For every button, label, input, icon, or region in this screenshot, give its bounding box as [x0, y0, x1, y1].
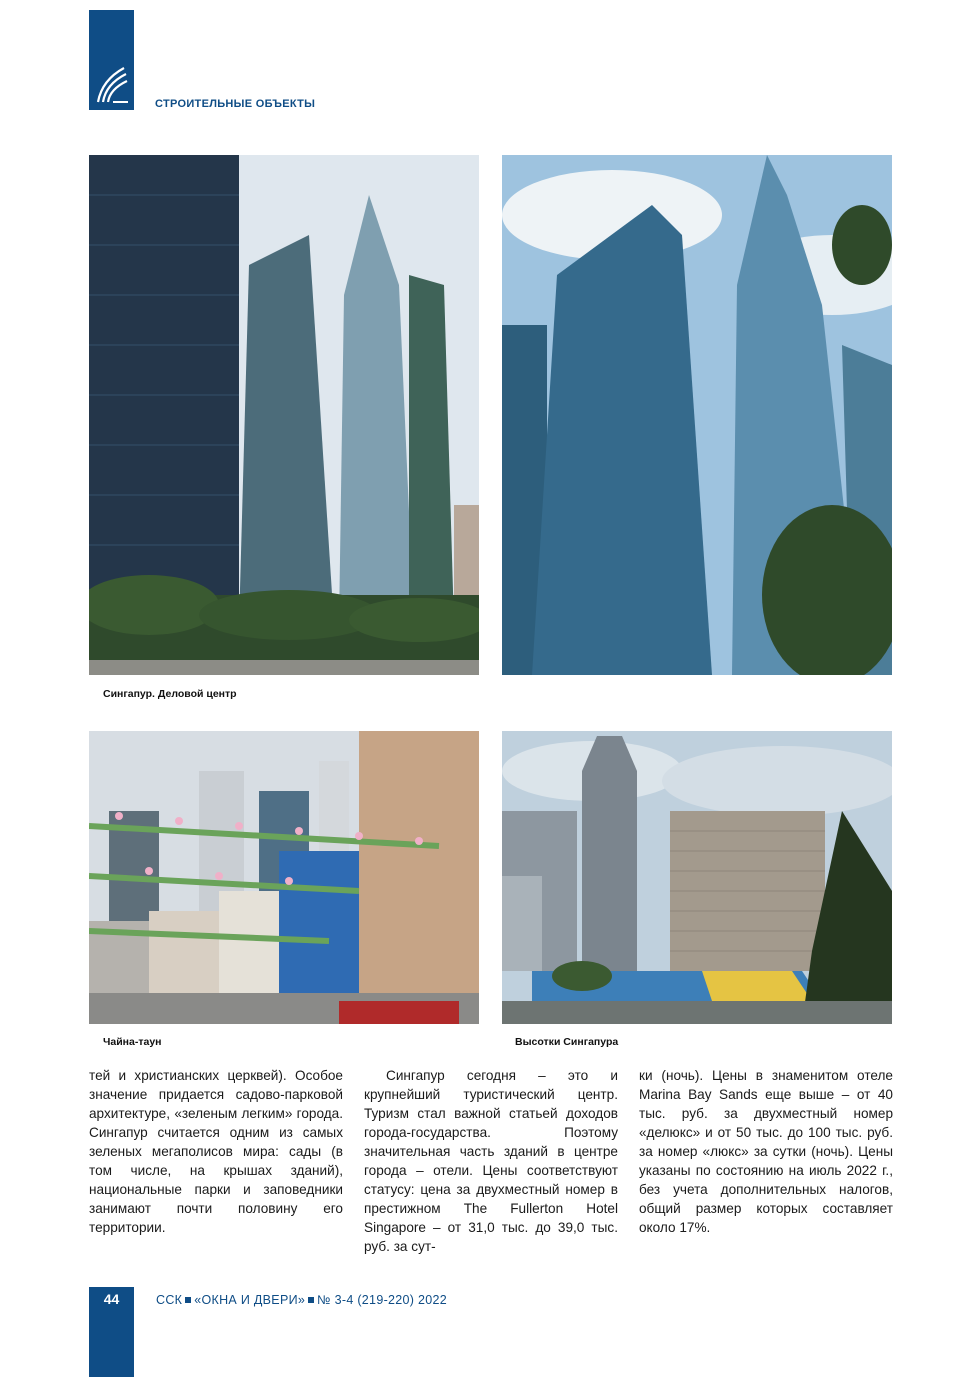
- photo-business-center-left: [89, 155, 479, 675]
- text-column-3: [639, 1066, 893, 1237]
- caption-chinatown: Чайна-таун: [103, 1036, 162, 1048]
- square-bullet-icon: [185, 1297, 191, 1303]
- paragraph: тей и христианских церквей). Особое значение придается садово-парковой архитектуре, «зеленым легким» города. Сингапур считается одним из самых зеленых мегаполисов мира: сады (в том числе, на крышах зданий), национальные парки и заповедники занимают почти половину его территории.: [89, 1068, 343, 1235]
- journal-name: «ОКНА И ДВЕРИ»: [194, 1293, 306, 1307]
- footer-journal: [156, 1293, 447, 1307]
- photo-singapore-highrises: [502, 731, 892, 1024]
- paragraph: ки (ночь). Цены в знаменитом отеле Marina Bay Sands еще выше – от 40 тыс. руб. за двухместный номер «делюкс» и от 50 тыс. до 100 тыс. руб. за номер «люкс» за сутки (ночь). Цены указаны по состоянию на июль 2022 г., без учета дополнительных налогов, общий размер которых составляет около 17%.: [639, 1068, 893, 1235]
- journal-prefix: ССК: [156, 1293, 183, 1307]
- logo-icon: [94, 62, 130, 106]
- caption-highrises: Высотки Сингапура: [515, 1036, 619, 1048]
- text-column-2: [364, 1066, 618, 1256]
- text-column-1: [89, 1066, 343, 1237]
- caption-business-center: Сингапур. Деловой центр: [103, 688, 237, 700]
- paragraph: Сингапур сегодня – это и крупнейший туристический центр. Туризм стал важной статьей доходов города-государства. Поэтому значительная часть зданий в центре города – отели. Цены соответствуют статусу: цена за двухместный номер в престижном The Fullerton Hotel Singapore – от 31,0 тыс. до 39,0 тыс. руб. за сут-: [364, 1068, 618, 1254]
- square-bullet-icon: [308, 1297, 314, 1303]
- photo-chinatown: [89, 731, 479, 1024]
- page-number: 44: [103, 1291, 120, 1307]
- section-title: СТРОИТЕЛЬНЫЕ ОБЪЕКТЫ: [155, 98, 316, 110]
- photo-business-center-right: [502, 155, 892, 675]
- journal-issue: № 3-4 (219-220) 2022: [317, 1293, 448, 1307]
